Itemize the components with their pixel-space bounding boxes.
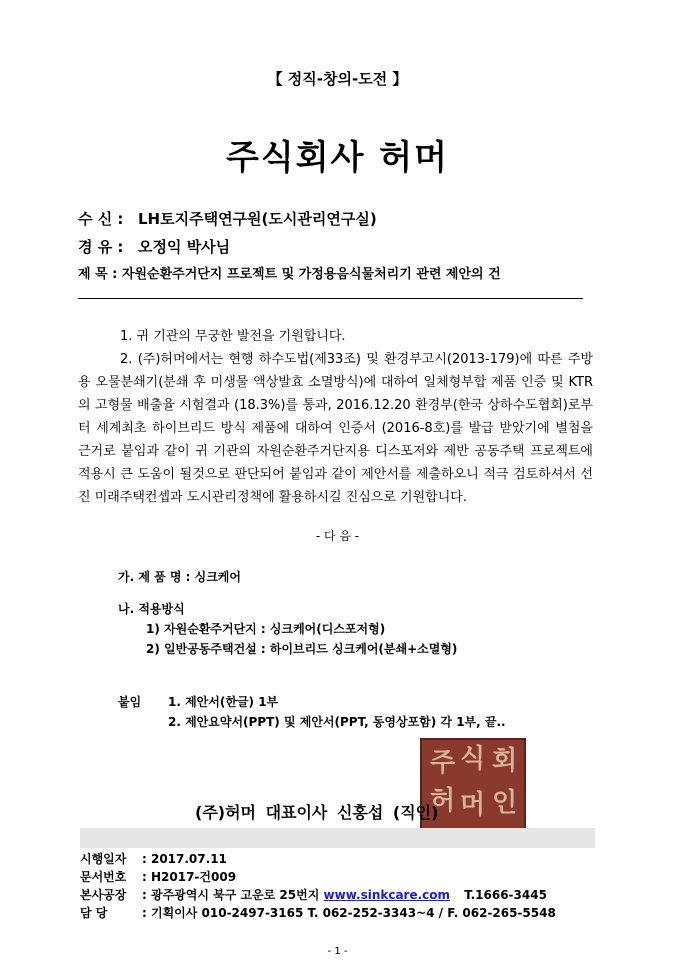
subject-line xyxy=(78,263,501,282)
letter-body xyxy=(78,325,593,509)
via-line xyxy=(78,236,230,257)
product-name-item: 가. 제 품 명 : 싱크케어 xyxy=(118,570,241,584)
recipient: LH토지주택연구원(도시관리연구실) xyxy=(138,210,377,228)
footer-docno xyxy=(80,868,236,885)
subject: 자원순환주거단지 프로젝트 및 가정용음식물처리기 관련 제안의 건 xyxy=(121,267,501,282)
date-label: 시행일자 xyxy=(80,852,127,866)
contact-label: 담 당 xyxy=(80,906,108,920)
recipient-line xyxy=(78,208,377,229)
page-number: - 1 - xyxy=(327,946,348,957)
factory-tel: T.1666-3445 xyxy=(464,888,547,902)
header-divider xyxy=(78,298,583,299)
date-value: : 2017.07.11 xyxy=(142,852,227,866)
paragraph-1: 1. 귀 기관의 무궁한 발전을 기원합니다. xyxy=(120,329,346,344)
method-item-2: 2) 일반공동주택건설 : 하이브리드 싱크케어(분쇄+소멸형) xyxy=(146,642,458,656)
method-title: 나. 적용방식 xyxy=(118,602,185,616)
factory-address: : 광주광역시 북구 고운로 25번지 xyxy=(142,888,320,902)
footer-contact xyxy=(80,904,556,921)
company-seal-stamp: 주 식 회 허 머 인 xyxy=(420,738,526,836)
method-item-1: 1) 자원순환주거단지 : 싱크케어(디스포저형) xyxy=(146,622,386,636)
docno-label: 문서번호 xyxy=(80,870,127,884)
via: 오정익 박사님 xyxy=(138,238,231,256)
attachment-label: 붙임 xyxy=(118,695,142,709)
footer-date xyxy=(80,850,227,867)
attachment-item-2: 2. 제안요약서(PPT) 및 제안서(PPT, 동영상포함) 각 1부, 끝.. xyxy=(168,715,506,729)
recipient-label: 수 신 : xyxy=(78,210,124,228)
next-heading: - 다 음 - xyxy=(315,529,360,543)
document-category: 【 정직-창의-도전 】 xyxy=(267,70,408,88)
footer-factory xyxy=(80,886,547,903)
subject-label: 제 목 : xyxy=(78,267,118,282)
docno-value: : H2017-건009 xyxy=(142,870,237,884)
contact-value: : 기획이사 010-2497-3165 T. 062-252-3343~4 / F. 062-265-5548 xyxy=(142,906,556,920)
footer-divider-bar xyxy=(80,828,595,848)
factory-label: 본사공장 xyxy=(80,888,127,902)
signature-line: (주)허머 대표이사 신홍섭 (직인) xyxy=(195,803,439,822)
via-label: 경 유 : xyxy=(78,238,124,256)
company-name: 주식회사 허머 xyxy=(226,138,449,178)
website-link[interactable]: www.sinkcare.com xyxy=(323,888,451,902)
attachment-item-1: 1. 제안서(한글) 1부 xyxy=(168,695,279,709)
paragraph-2: 2. (주)허머에서는 현행 하수도법(제33조) 및 환경부고시(2013-179)에 따른 주방용 오물분쇄기(분쇄 후 미생물 액상발효 소멸방식)에 대하여 일체형부합 제품 인증 및 KTR의 고형물 배출율 시험결과 (18.3%)를 통과, 2016.12.20 환경부(한국 상하수도협회)로부터 세계최초 하이브리드 방식 제품에 대하여 인증서 (2016-8호)를 발급 받았기에 별첨을 근거로 붙임과 같이 귀 기관의 자원순환주거단지용 디스포저와 제반 공동주택 프로젝트에 적용시 큰 도움이 될것으로 판단되어 붙임과 같이 제안서를 제출하오니 적극 검토하셔서 선진 미래주택컨셉과 도시관리정책에 활용하시길 진심으로 기원합니다. xyxy=(78,352,593,505)
